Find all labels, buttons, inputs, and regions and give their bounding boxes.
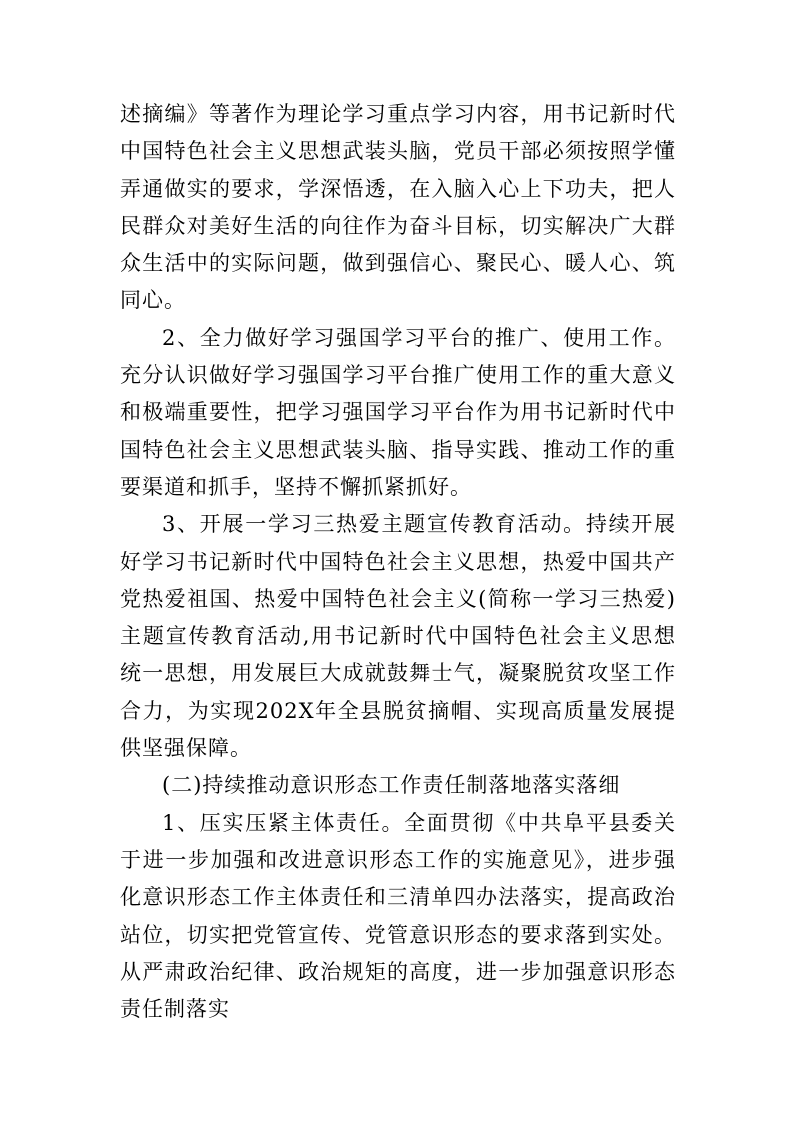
paragraph-item-1: 1、压实压紧主体责任。全面贯彻《中共阜平县委关于进一步加强和改进意识形态工作的实施意见》，进步强化意识形态工作主体责任和三清单四办法落实，提高政治站位，切实把党管宣传、党管意识形态的要求落到实处。从严肃政治纪律、政治规矩的高度，进一步加强意识形态责任制落实: [120, 810, 676, 1022]
paragraph-item-2: 2、全力做好学习强国学习平台的推广、使用工作。充分认识做好学习强国学习平台推广使用工作的重大意义和极端重要性，把学习强国学习平台作为用书记新时代中国特色社会主义思想武装头脑、指导实践、推动工作的重要渠道和抓手，坚持不懈抓紧抓好。: [120, 325, 676, 499]
paragraph-item-3: 3、开展一学习三热爱主题宣传教育活动。持续开展好学习书记新时代中国特色社会主义思想，热爱中国共产党热爱祖国、热爱中国特色社会主义(简称一学习三热爱)主题宣传教育活动,用书记新时代中国特色社会主义思想统一思想，用发展巨大成就鼓舞士气，凝聚脱贫攻坚工作合力，为实现202X年全县脱贫摘帽、实现高质量发展提供坚强保障。: [120, 512, 676, 761]
paragraph-continuation: 述摘编》等著作为理论学习重点学习内容，用书记新时代中国特色社会主义思想武装头脑，党员干部必须按照学懂弄通做实的要求，学深悟透，在入脑入心上下功夫，把人民群众对美好生活的向往作为奋斗目标，切实解决广大群众生活中的实际问题，做到强信心、聚民心、暖人心、筑同心。: [120, 102, 676, 313]
section-heading: (二)持续推动意识形态工作责任制落地落实落细: [162, 773, 621, 798]
document-body: [120, 96, 676, 1028]
